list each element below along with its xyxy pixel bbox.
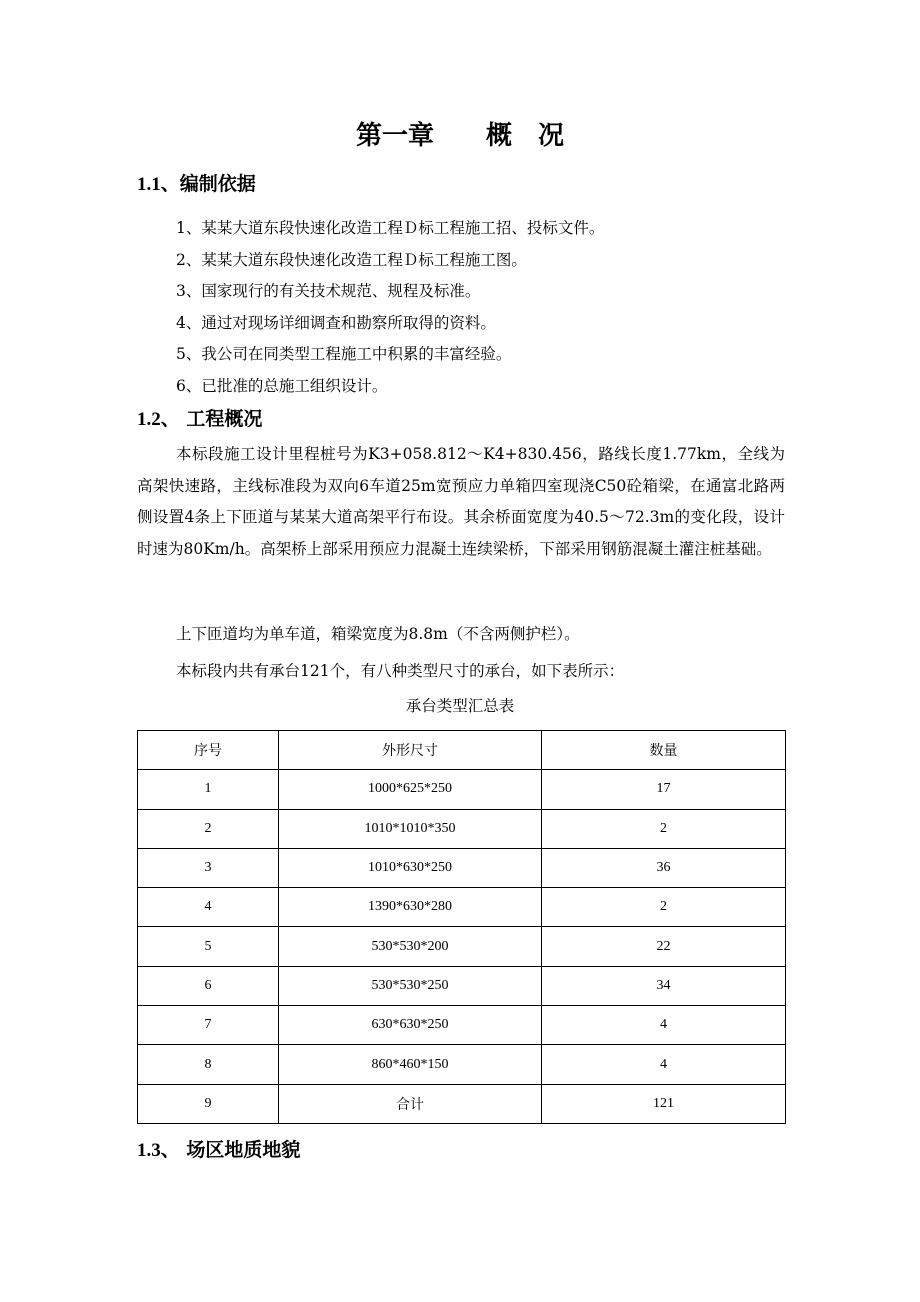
cell-dimensions: 860*460*150 [279,1045,542,1084]
header-index: 序号 [138,731,279,770]
cell-index: 6 [138,966,279,1005]
basis-list [176,213,604,402]
table-row [138,1045,786,1084]
overview-paragraph-3: 本标段内共有承台121个，有八种类型尺寸的承台，如下表所示： [176,662,625,680]
section-title: 、编制依据 [160,173,256,195]
cell-quantity: 22 [542,927,786,966]
cell-index: 1 [138,770,279,809]
section-number: 1.3 [137,1140,161,1161]
table-total-row [138,1084,786,1123]
section-number: 1.2 [137,409,161,430]
cell-dimensions: 1010*1010*350 [279,809,542,848]
list-item: 3、国家现行的有关技术规范、规程及标准。 [176,282,481,300]
list-item: 6、已批准的总施工组织设计。 [176,376,388,395]
header-dimensions: 外形尺寸 [279,731,542,770]
table-header-row [138,731,786,770]
cell-dimensions: 530*530*200 [279,927,542,966]
cell-total-label: 合计 [279,1084,542,1123]
list-item: 2、某某大道东段快速化改造工程Ｄ标工程施工图。 [176,250,527,269]
overview-paragraph-1: 本标段施工设计里程桩号为K3+058.812～K4+830.456，路线长度1.77km，全线为高架快速路，主线标准段为双向6车道25m宽预应力单箱四室现浇C50砼箱梁，在通富北路两侧设置4条上下匝道与某某大道高架平行布设。其余桥面宽度为40.5～72.3m的变化段，设计时速为80Km/h。高架桥上部采用预应力混凝土连续梁桥，下部采用钢筋混凝土灌注桩基础。 [137,445,785,558]
cell-dimensions: 630*630*250 [279,1006,542,1045]
table-row [138,809,786,848]
table-caption: 承台类型汇总表 [405,697,515,715]
table-row [138,770,786,809]
list-item: 4、通过对现场详细调查和勘察所取得的资料。 [176,313,496,332]
cell-index: 4 [138,888,279,927]
cell-dimensions: 1010*630*250 [279,848,542,887]
overview-paragraph-2: 上下匝道均为单车道，箱梁宽度为8.8m（不含两侧护栏）。 [176,625,580,643]
cell-index: 9 [138,1084,279,1123]
list-item: 5、我公司在同类型工程施工中积累的丰富经验。 [176,345,512,363]
cell-index: 8 [138,1045,279,1084]
cell-index: 7 [138,1006,279,1045]
list-item: 1、某某大道东段快速化改造工程Ｄ标工程施工招、投标文件。 [176,219,605,237]
section-heading-1-2 [137,405,262,434]
table-row [138,927,786,966]
pile-cap-table [137,730,786,1124]
cell-dimensions: 1390*630*280 [279,888,542,927]
cell-index: 3 [138,848,279,887]
cell-quantity: 34 [542,966,786,1005]
cell-quantity: 4 [542,1045,786,1084]
section-heading-1-1 [137,170,256,199]
cell-quantity: 36 [542,848,786,887]
cell-quantity: 2 [542,809,786,848]
table-row [138,1006,786,1045]
section-title: 、 场区地质地貌 [160,1139,301,1161]
table-row [138,966,786,1005]
cell-index: 2 [138,809,279,848]
section-heading-1-3 [137,1136,300,1165]
header-quantity: 数量 [542,731,786,770]
cell-quantity: 17 [542,770,786,809]
table-row [138,848,786,887]
cell-dimensions: 530*530*250 [279,966,542,1005]
table-row [138,888,786,927]
section-number: 1.1 [137,174,161,195]
cell-index: 5 [138,927,279,966]
section-title: 、 工程概况 [160,408,263,430]
cell-dimensions: 1000*625*250 [279,770,542,809]
cell-total-quantity: 121 [542,1084,786,1123]
cell-quantity: 2 [542,888,786,927]
chapter-title: 第一章 概 况 [355,121,564,151]
cell-quantity: 4 [542,1006,786,1045]
